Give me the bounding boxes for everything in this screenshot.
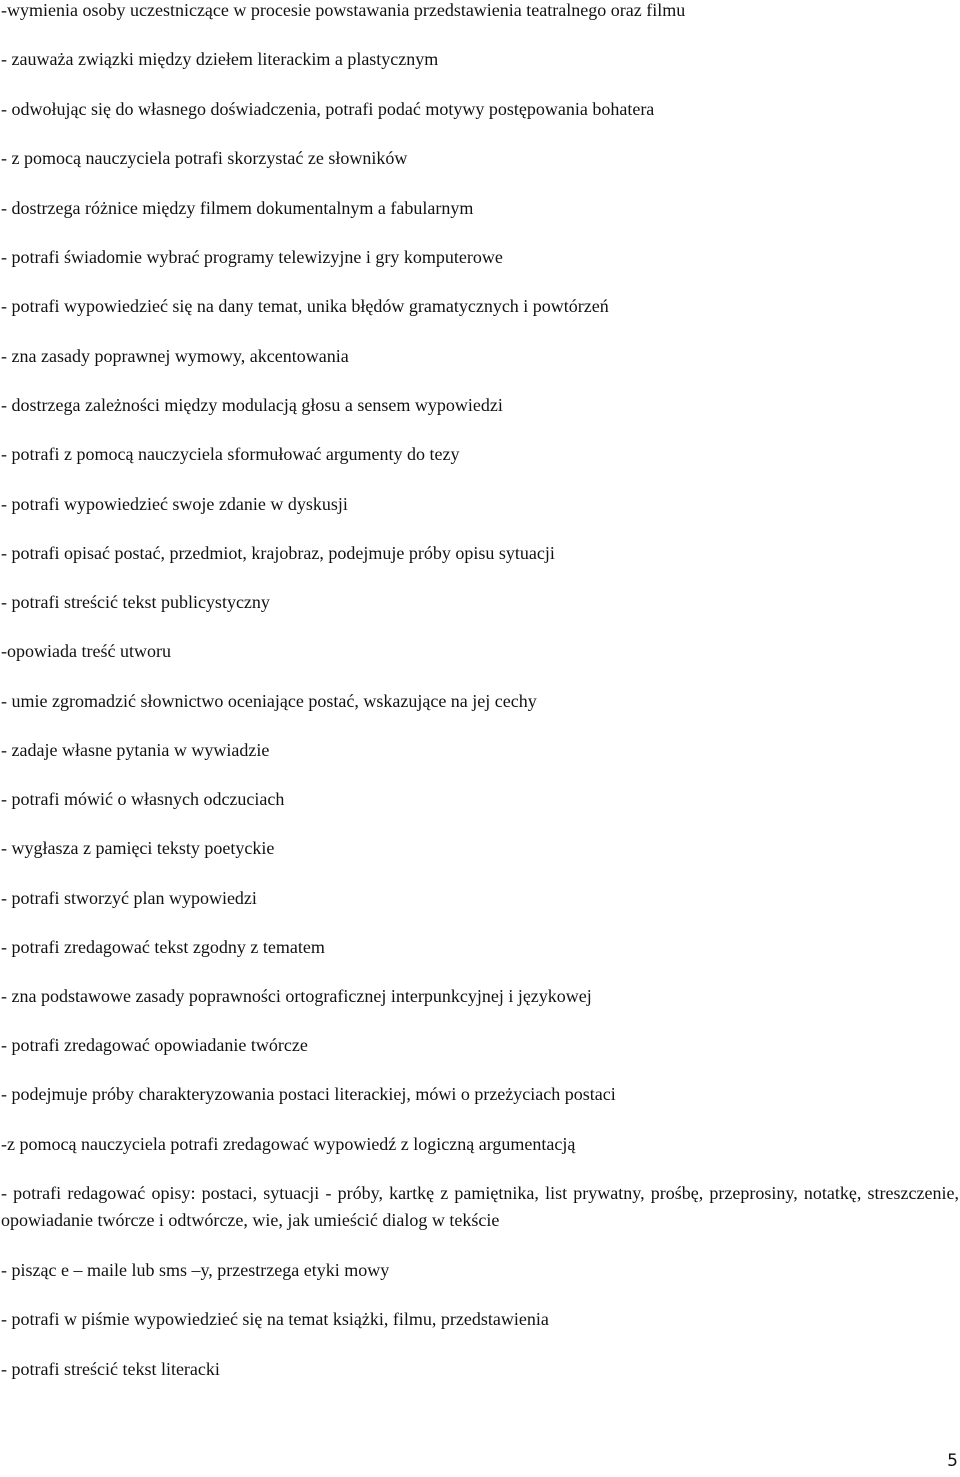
list-item: - potrafi wypowiedzieć się na dany temat, unika błędów gramatycznych i powtórzeń bbox=[1, 296, 609, 316]
list-item: -opowiada treść utworu bbox=[1, 641, 171, 661]
list-item: - potrafi stworzyć plan wypowiedzi bbox=[1, 888, 257, 908]
list-item: - z pomocą nauczyciela potrafi skorzystać ze słowników bbox=[1, 148, 408, 168]
list-item: - potrafi redagować opisy: postaci, sytuacji - próby, kartkę z pamiętnika, list prywatny, prośbę, przeprosiny, notatkę, streszczenie, opowiadanie twórcze i odtwórcze, wie, jak umieścić dialog w tekście bbox=[1, 1183, 959, 1230]
list-item: - potrafi mówić o własnych odczuciach bbox=[1, 789, 285, 809]
list-item: - dostrzega zależności między modulacją głosu a sensem wypowiedzi bbox=[1, 395, 503, 415]
page-number: 5 bbox=[947, 1451, 958, 1471]
list-item: - potrafi świadomie wybrać programy telewizyjne i gry komputerowe bbox=[1, 247, 503, 267]
list-item: - potrafi z pomocą nauczyciela sformułować argumenty do tezy bbox=[1, 444, 460, 464]
list-item: - potrafi opisać postać, przedmiot, krajobraz, podejmuje próby opisu sytuacji bbox=[1, 543, 555, 563]
list-item: - potrafi w piśmie wypowiedzieć się na temat książki, filmu, przedstawienia bbox=[1, 1309, 549, 1329]
list-item: - umie zgromadzić słownictwo oceniające postać, wskazujące na jej cechy bbox=[1, 691, 537, 711]
list-item: - potrafi streścić tekst literacki bbox=[1, 1359, 220, 1379]
list-item: - odwołując się do własnego doświadczenia, potrafi podać motywy postępowania bohatera bbox=[1, 99, 655, 119]
list-item: - zna zasady poprawnej wymowy, akcentowania bbox=[1, 346, 349, 366]
list-item: - potrafi zredagować tekst zgodny z tematem bbox=[1, 937, 325, 957]
list-item: - zadaje własne pytania w wywiadzie bbox=[1, 740, 270, 760]
list-item: - potrafi zredagować opowiadanie twórcze bbox=[1, 1035, 308, 1055]
list-item: - potrafi wypowiedzieć swoje zdanie w dyskusji bbox=[1, 494, 348, 514]
list-item: - wygłasza z pamięci teksty poetyckie bbox=[1, 838, 275, 858]
list-item: - potrafi streścić tekst publicystyczny bbox=[1, 592, 270, 612]
list-item: - dostrzega różnice między filmem dokumentalnym a fabularnym bbox=[1, 198, 474, 218]
list-item: - podejmuje próby charakteryzowania postaci literackiej, mówi o przeżyciach postaci bbox=[1, 1084, 616, 1104]
list-item: - zna podstawowe zasady poprawności ortograficznej interpunkcyjnej i językowej bbox=[1, 986, 592, 1006]
list-item: - zauważa związki między dziełem literackim a plastycznym bbox=[1, 49, 439, 69]
list-item: - pisząc e – maile lub sms –y, przestrzega etyki mowy bbox=[1, 1260, 390, 1280]
list-item: -wymienia osoby uczestniczące w procesie powstawania przedstawienia teatralnego oraz filmu bbox=[1, 0, 686, 20]
list-item: -z pomocą nauczyciela potrafi zredagować wypowiedź z logiczną argumentacją bbox=[1, 1134, 576, 1154]
